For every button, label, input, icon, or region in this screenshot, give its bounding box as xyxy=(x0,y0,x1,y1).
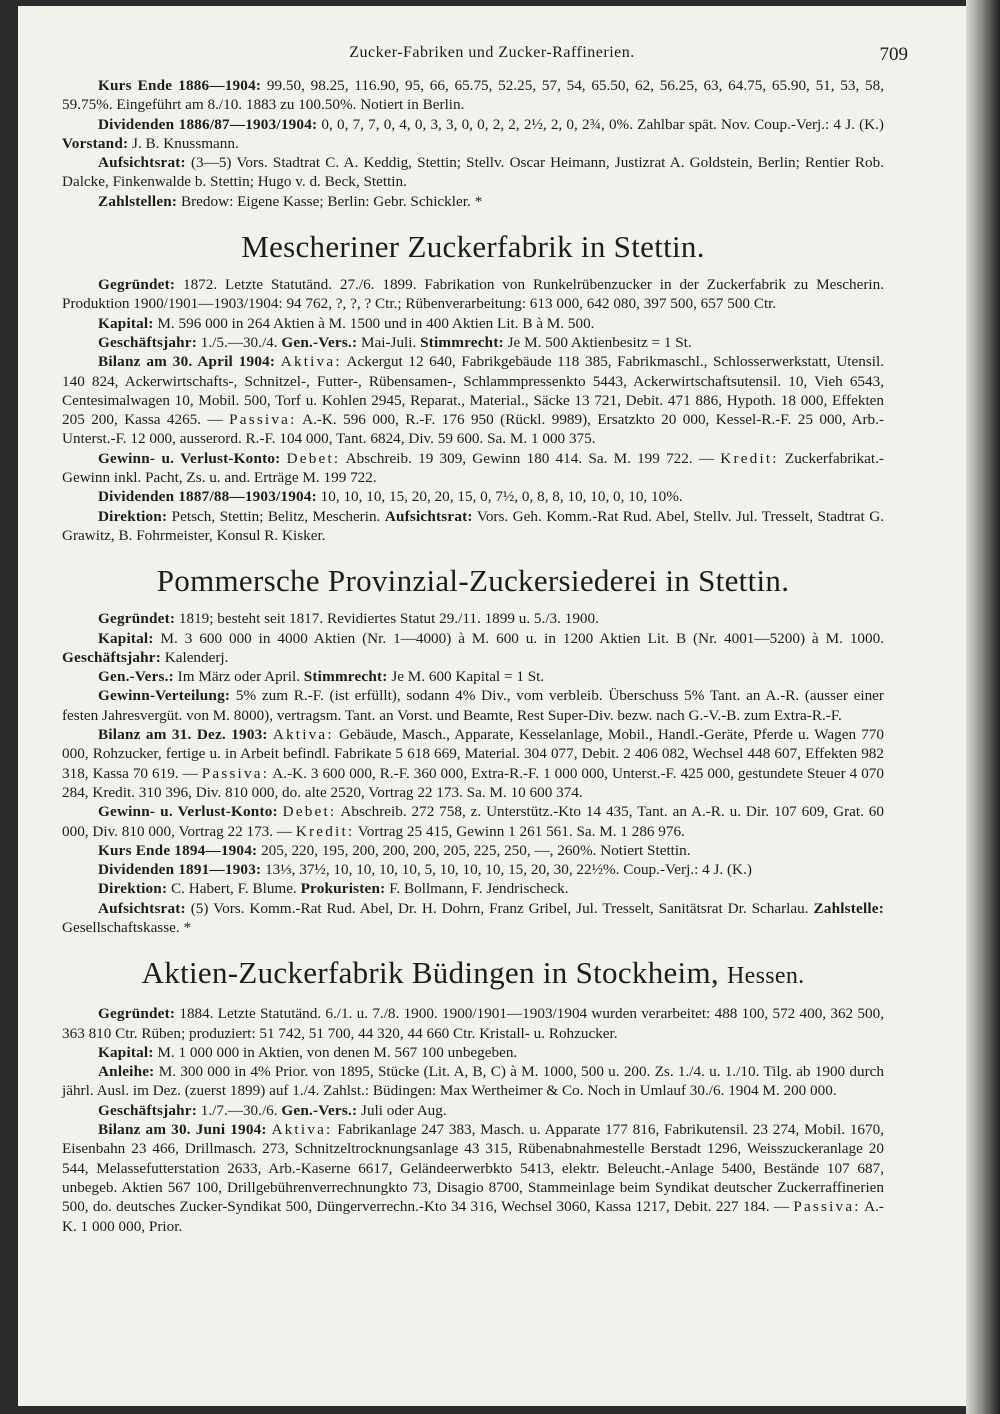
kapital-entry xyxy=(62,1043,884,1062)
gegruendet-text: 1884. Letzte Statutänd. 6./1. u. 7./8. 1900. 1900/1901—1903/1904 wurden verarbeitet: 488 100, 572 400, 362 500, 363 810 Ctr. Rüben; produziert: 51 742, 51 700, 44 320, 44 660 Ctr. Kristall- u. Rohzucker. xyxy=(62,1005,884,1042)
genvers-text: Mai-Juli. xyxy=(357,333,417,351)
stimmrecht-text: Je M. 500 Aktienbesitz = 1 St. xyxy=(503,333,692,351)
bilanz-label: Bilanz am 31. Dez. 1903: xyxy=(98,726,268,744)
passiva-word: Passiva: xyxy=(229,411,297,429)
dividends-entry xyxy=(62,860,884,879)
kredit-word: Kredit: xyxy=(295,822,355,840)
gegruendet-entry xyxy=(62,1004,884,1043)
vorstand-label: Vorstand: xyxy=(62,134,129,152)
gegruendet-text: 1819; besteht seit 1817. Revidiertes Statut 29./11. 1899 u. 5./3. 1900. xyxy=(175,610,599,628)
geschaeftsjahr-entry xyxy=(62,1101,884,1120)
direktion-text: Petsch, Stettin; Belitz, Mescherin. xyxy=(167,507,381,525)
zahlstellen-text: Bredow: Eigene Kasse; Berlin: Gebr. Schickler. xyxy=(177,192,471,210)
debet-word: Debet: xyxy=(286,449,341,467)
bilanz-label: Bilanz am 30. April 1904: xyxy=(98,353,276,371)
section-buedingen xyxy=(62,953,884,1236)
gewinnverteilung-text: 5% zum R.-F. (ist erfüllt), sodann 4% Div., vom verbleib. Überschuss 5% Tant. an A.-R. (ausser einer festen Jahresvergüt. von M. 8000), vertragsm. Tant. an Vorst. und Beamte, Rest Super-Div. bezw. nach G.-V.-B. zum Extra-R.-F. xyxy=(62,687,884,724)
guv-kredit-text: Zuckerfabrikat.-Gewinn inkl. Pacht, Zs. u. and. Erträge M. 199 722. xyxy=(62,449,884,487)
guv-kredit-text: Vortrag 25 415, Gewinn 1 261 561. Sa. M. 1 286 976. xyxy=(354,822,685,840)
gewinnverteilung-entry xyxy=(62,686,884,725)
aufsichtsrat-text: (5) Vors. Komm.-Rat Rud. Abel, Dr. H. Dohrn, Franz Gribel, Jul. Tresselt, Sanitätsrat Dr. Scharlau. xyxy=(185,899,809,917)
zahlstellen-label: Zahlstellen: xyxy=(98,192,178,210)
kapital-text: M. 3 600 000 in 4000 Aktien (Nr. 1—4000) à M. 600 u. in 1200 Aktien Lit. B (Nr. 4001—5200) à M. 1000. xyxy=(153,629,884,647)
aktiva-word: Aktiva: xyxy=(280,353,342,371)
kurs-text: 99.50, 98.25, 116.90, 95, 66, 65.75, 52.25, 57, 54, 65.50, 62, 56.25, 63, 64.75, 65.90, 51, 53, 58, 59.75%. Eingeführt am 8./10. 1883 zu 100.50%. Notiert in Berlin. xyxy=(62,77,885,114)
kapital-entry xyxy=(62,629,884,668)
kapital-text: M. 1 000 000 in Aktien, von denen M. 567 100 unbegeben. xyxy=(153,1043,518,1061)
direktion-label: Direktion: xyxy=(98,880,168,898)
gegruendet-label: Gegründet: xyxy=(98,610,176,628)
aufsichtsrat-label: Aufsichtsrat: xyxy=(98,899,186,917)
bilanz-label: Bilanz am 30. Juni 1904: xyxy=(98,1121,267,1139)
genvers-label: Gen.-Vers.: xyxy=(281,333,358,351)
geschaeftsjahr-entry xyxy=(62,333,884,352)
zahlstelle-text: Gesellschaftskasse. xyxy=(62,918,180,936)
vorstand-text: J. B. Knussmann. xyxy=(128,134,239,152)
book-page xyxy=(18,6,966,1406)
dividends-text: 10, 10, 10, 15, 20, 20, 15, 0, 7½, 0, 8, 8, 10, 10, 0, 10, 10%. xyxy=(316,488,683,506)
bilanz-passiva-text: A.-K. 1 000 000, Prior. xyxy=(62,1198,884,1235)
anleihe-entry xyxy=(62,1062,884,1101)
genvers-entry xyxy=(62,667,884,686)
geschaeftsjahr-label: Geschäftsjahr: xyxy=(62,648,161,666)
aufsichtsrat-text: Vors. Geh. Komm.-Rat Rud. Abel, Stellv. Jul. Tresselt, Stadtrat G. Grawitz, B. Fohrmeister, Konsul R. Kisker. xyxy=(62,507,885,544)
end-star: * xyxy=(474,192,483,210)
section-mescheriner xyxy=(62,227,884,545)
kurs-text: 205, 220, 195, 200, 200, 200, 205, 225, 250, —, 260%. Notiert Stettin. xyxy=(257,841,691,859)
company-title-main: Aktien-Zuckerfabrik Büdingen in Stockheim, xyxy=(141,955,719,991)
genvers-text: Im März oder April. xyxy=(173,668,300,686)
geschaeftsjahr-label: Geschäftsjahr: xyxy=(98,1101,197,1119)
guv-debet-text: Abschreib. 272 758, z. Unterstütz.-Kto 14 435, Tant. an A.-R. u. Dir. 107 609, Grat. 60 000, Div. 810 000, Vortrag 22 173. — xyxy=(62,803,884,840)
passiva-word: Passiva: xyxy=(793,1198,861,1216)
stimmrecht-text: Je M. 600 Kapital = 1 St. xyxy=(387,668,545,686)
geschaeftsjahr-text: Kalenderj. xyxy=(160,648,229,666)
dividends-label: Dividenden 1886/87—1903/1904: xyxy=(98,115,318,133)
direktion-entry xyxy=(62,507,884,546)
kurs-entry xyxy=(62,76,884,115)
kurs-label: Kurs Ende 1894—1904: xyxy=(98,841,258,859)
anleihe-text: M. 300 000 in 4% Prior. von 1895, Stücke (Lit. A, B, C) à M. 1000, 500 u. 200. Zs. 1./4. u. 1./10. Tilg. ab 1900 durch jährl. Ausl. im Dez. (zuerst 1899) auf 1./4. Zahlst.: Büdingen: Max Wertheimer & Co. Noch in Umlauf 30./6. 1904 M. 200 000. xyxy=(62,1063,884,1100)
section-continuation xyxy=(62,76,884,211)
kurs-entry xyxy=(62,841,884,860)
genvers-text: Juli oder Aug. xyxy=(357,1101,447,1119)
geschaeftsjahr-text: 1./7.—30./6. xyxy=(196,1101,278,1119)
scan-border-left xyxy=(0,0,18,1414)
scan-border-right xyxy=(966,0,1000,1414)
aufsichtsrat-label: Aufsichtsrat: xyxy=(384,507,473,525)
guv-entry xyxy=(62,449,884,488)
kapital-text: M. 596 000 in 264 Aktien à M. 1500 und in 400 Aktien Lit. B à M. 500. xyxy=(153,314,595,332)
bilanz-entry xyxy=(62,1120,884,1236)
gewinnverteilung-label: Gewinn-Verteilung: xyxy=(98,687,231,705)
bilanz-aktiva-text: Gebäude, Masch., Apparate, Kesselanlage, Mobil., Handl.-Geräte, Pferde u. Wagen 770 000, Rohzucker, fertige u. in Arbeit befindl. Fabrikate 5 618 669, Material. 304 077, Debit. 2 406 082, Wechsel 448 607, Effekten 982 318, Kassa 70 619. — xyxy=(62,726,884,782)
running-title: Zucker-Fabriken und Zucker-Raffinerien. xyxy=(349,44,635,61)
bilanz-passiva-text: A.-K. 3 600 000, R.-F. 360 000, Extra-R.-F. 1 000 000, Unterst.-F. 425 000, gestundete Steuer 4 070 284, Kredit. 310 396, Div. 810 000, do. alte 2520, Vortrag 22 173. Sa. M. 10 600 374. xyxy=(62,764,884,801)
aufsichtsrat-entry xyxy=(62,153,884,192)
end-star: * xyxy=(183,918,192,936)
page-header xyxy=(18,44,966,68)
gegruendet-entry xyxy=(62,275,884,314)
bilanz-entry xyxy=(62,725,884,802)
kurs-label: Kurs Ende 1886—1904: xyxy=(98,77,262,94)
zahlstellen-entry xyxy=(62,192,884,211)
company-title-pommersche: Pommersche Provinzial-Zuckersiederei in Stettin. xyxy=(156,563,790,599)
direktion-entry xyxy=(62,879,884,898)
company-title-sub: Hessen. xyxy=(727,963,805,990)
kapital-label: Kapital: xyxy=(98,314,154,332)
genvers-label: Gen.-Vers.: xyxy=(281,1101,358,1119)
aufsichtsrat-label: Aufsichtsrat: xyxy=(98,154,186,172)
debet-word: Debet: xyxy=(282,803,337,821)
dividends-label: Dividenden 1891—1903: xyxy=(98,861,262,879)
section-pommersche xyxy=(62,561,884,937)
gegruendet-label: Gegründet: xyxy=(98,1005,176,1023)
bilanz-aktiva-text: Ackergut 12 640, Fabrikgebäude 118 385, Fabrikmaschl., Schlosserwerkstatt, Utensil. 140 824, Ackerwirtschafts-, Schnitzel-, Futter-, Rübensamen-, Schlammpressenkto 5443, Ackerwirtschaftsutensil. 10, Vieh 6543, Centesimalwagen 10, Mobil. 500, Torf u. Kohlen 2945, Reparat., Material., Säcke 13 721, Debit. 471 886, Hypoth. 18 000, Effekten 205 200, Kassa 4265. — xyxy=(62,353,884,429)
passiva-word: Passiva: xyxy=(201,764,270,782)
gegruendet-text: 1872. Letzte Statutänd. 27./6. 1899. Fabrikation von Runkelrübenzucker in der Zuckerfabrik zu Mescherin. Produktion 1900/1901—1903/1904: 94 762, ?, ?, ? Ctr.; Rübenverarbeitung: 613 000, 642 080, 397 500, 657 500 Ctr. xyxy=(62,276,884,313)
page-content xyxy=(62,76,884,1236)
dividends-label: Dividenden 1887/88—1903/1904: xyxy=(98,488,317,506)
genvers-label: Gen.-Vers.: xyxy=(98,668,174,686)
page-number: 709 xyxy=(879,44,908,65)
company-title-buedingen xyxy=(62,953,884,996)
stimmrecht-label: Stimmrecht: xyxy=(303,668,388,686)
dividends-text: 0, 0, 7, 7, 0, 4, 0, 3, 3, 0, 0, 2, 2, 2½, 2, 0, 2¾, 0%. Zahlbar spät. Nov. Coup.-Verj.: 4 J. (K.) xyxy=(317,115,884,133)
geschaeftsjahr-text: 1./5.—30./4. xyxy=(196,333,278,351)
kapital-label: Kapital: xyxy=(98,1043,154,1061)
prokuristen-text: F. Bollmann, F. Jendrischeck. xyxy=(385,880,569,898)
aufsichtsrat-entry xyxy=(62,899,884,938)
anleihe-label: Anleihe: xyxy=(98,1063,155,1081)
kapital-label: Kapital: xyxy=(98,629,154,647)
zahlstelle-label: Zahlstelle: xyxy=(813,899,884,917)
prokuristen-label: Prokuristen: xyxy=(300,880,386,898)
geschaeftsjahr-label: Geschäftsjahr: xyxy=(98,333,197,351)
bilanz-aktiva-text: Fabrikanlage 247 383, Masch. u. Apparate 177 816, Fabrikutensil. 23 274, Mobil. 1670, Eisenbahn 23 466, Drillmasch. 273, Schnitzeltrocknungsanlage 43 315, Rübenabnahmestelle Berstadt 1296, Weisszuckeranlage 20 544, Melassefutterstation 2633, Arb.-Kaserne 6617, Geländeerwerbkto 5413, elektr. Beleucht.-Anlage 5400, Bestände 107 687, unbegeb. Aktien 567 100, Drillgebührenverrechnungkto 73, Disagio 8700, Stammeinlage beim Syndikat deutscher Zuckerraffinerien 500, do. deutsches Zucker-Syndikat 500, Düngerverrechn.-Kto 34 316, Wechsel 3060, Kassa 1217, Debit. 227 184. — xyxy=(62,1121,884,1216)
direktion-text: C. Habert, F. Blume. xyxy=(167,880,297,898)
dividends-text: 13⅓, 37½, 10, 10, 10, 10, 5, 10, 10, 10, 15, 20, 30, 22½%. Coup.-Verj.: 4 J. (K.) xyxy=(261,861,752,879)
stimmrecht-label: Stimmrecht: xyxy=(420,333,504,351)
guv-entry xyxy=(62,802,884,841)
dividends-entry xyxy=(62,115,884,154)
gegruendet-entry xyxy=(62,609,884,628)
bilanz-entry xyxy=(62,352,884,448)
guv-label: Gewinn- u. Verlust-Konto: xyxy=(98,803,278,821)
aufsichtsrat-text: (3—5) Vors. Stadtrat C. A. Keddig, Stettin; Stellv. Oscar Heimann, Justizrat A. Goldstein, Berlin; Rentier Rob. Dalcke, Finkenwalde b. Stettin; Hugo v. d. Beck, Stettin. xyxy=(62,154,884,191)
guv-label: Gewinn- u. Verlust-Konto: xyxy=(98,449,281,467)
aktiva-word: Aktiva: xyxy=(271,1121,333,1139)
bilanz-passiva-text: A.-K. 596 000, R.-F. 176 950 (Rückl. 9989), Ersatzkto 20 000, Kessel-R.-F. 25 000, Arb.-Unterst.-F. 12 000, ausserord. R.-F. 104 000, Tant. 6824, Div. 59 600. Sa. M. 1 000 375. xyxy=(62,411,884,448)
company-title-mescheriner: Mescheriner Zuckerfabrik in Stettin. xyxy=(241,229,705,265)
kredit-word: Kredit: xyxy=(720,449,779,467)
dividends-entry xyxy=(62,487,884,506)
guv-debet-text: Abschreib. 19 309, Gewinn 180 414. Sa. M. 199 722. — xyxy=(340,449,721,467)
kapital-entry xyxy=(62,314,884,333)
gegruendet-label: Gegründet: xyxy=(98,276,176,294)
direktion-label: Direktion: xyxy=(98,507,168,525)
aktiva-word: Aktiva: xyxy=(272,726,334,744)
